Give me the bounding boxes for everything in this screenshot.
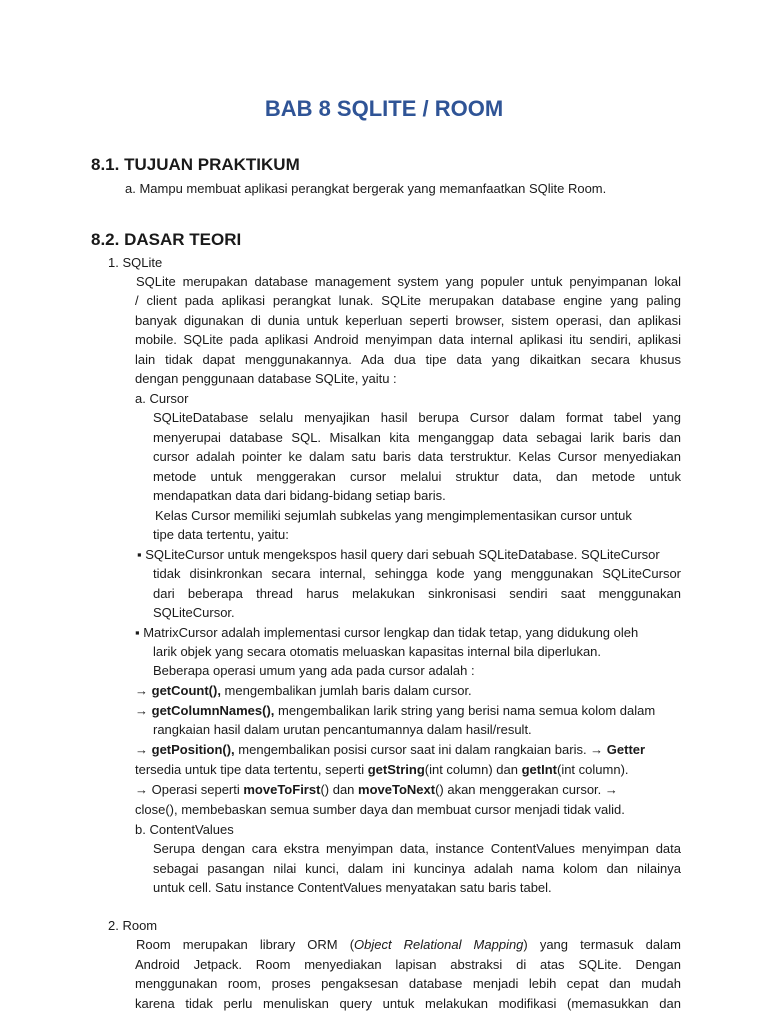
method-desc: (int column).: [556, 762, 629, 777]
arrow-icon: →: [135, 742, 148, 757]
method-name: getInt: [521, 762, 557, 777]
method-name: Getter: [606, 742, 646, 757]
cursor-paragraph-line: mendapatkan data dari bidang-bidang setiap baris.: [153, 488, 446, 503]
paragraph-line: / client pada aplikasi perangkat lunak. SQLite merupakan database engine yang paling: [135, 293, 681, 308]
cursor-paragraph-line: cursor adalah pointer ke dalam satu baris data terstruktur. Kelas Cursor menyediakan: [153, 449, 681, 464]
cursor-paragraph-line: SQLiteDatabase selalu menyajikan hasil berupa Cursor dalam format tabel yang: [153, 410, 681, 425]
bullet-sqlitecursor: ▪ SQLiteCursor untuk mengekspos hasil query dari sebuah SQLiteDatabase. SQLiteCursor: [137, 547, 660, 562]
cursor-paragraph-line: menyerupai database SQL. Misalkan kita menganggap data sebagai larik baris dan: [153, 430, 681, 445]
page-title: BAB 8 SQLITE / ROOM: [264, 96, 504, 121]
op-getcolumnnames-line: rangkaian hasil dalam urutan pencantumannya dalam hasil/result.: [153, 722, 532, 737]
arrow-icon: →: [135, 703, 148, 718]
method-desc: tersedia untuk tipe data tertentu, seperti: [135, 762, 368, 777]
item-label-cursor: a. Cursor: [135, 391, 189, 406]
subsection-label-sqlite: 1. SQLite: [108, 255, 163, 270]
method-desc: mengembalikan posisi cursor saat ini dalam rangkaian baris. →: [234, 742, 607, 757]
room-paragraph-line: karena tidak perlu menuliskan query untuk melakukan modifikasi (memasukkan dan: [135, 996, 681, 1011]
method-desc: () akan menggerakan cursor. →: [435, 782, 618, 797]
item-label-contentvalues: b. ContentValues: [135, 822, 234, 837]
method-name: moveToFirst: [243, 782, 321, 797]
bullet-matrixcursor-line: Beberapa operasi umum yang ada pada cursor adalah :: [153, 663, 475, 678]
contentvalues-line: untuk cell. Satu instance ContentValues menyatakan satu baris tabel.: [153, 880, 552, 895]
method-desc: → Operasi seperti: [135, 782, 244, 797]
op-getcolumnnames: [135, 701, 655, 720]
room-text: Room merupakan library ORM (: [136, 937, 355, 952]
bullet-sqlitecursor-line: tidak disinkronkan secara internal, sehingga kode yang menggunakan SQLiteCursor: [153, 566, 681, 581]
op-getposition: [135, 740, 645, 759]
method-name: moveToNext: [358, 782, 436, 797]
op-move: [135, 780, 618, 799]
bullet-sqlitecursor-line: dari beberapa thread harus melakukan sinkronisasi sendiri saat menggunakan: [153, 586, 681, 601]
room-text: ) yang termasuk dalam: [523, 937, 681, 952]
op-getter-line: [135, 760, 629, 779]
method-desc: (int column) dan: [424, 762, 522, 777]
subclass-line: tipe data tertentu, yaitu:: [153, 527, 289, 542]
method-desc: mengembalikan larik string yang berisi nama semua kolom dalam: [274, 703, 656, 718]
method-name: getColumnNames(),: [151, 703, 275, 718]
contentvalues-line: sebagai pasangan nilai kunci, dalam ini kuncinya adalah nama kolom dan nilainya: [153, 861, 681, 876]
section-heading-8-1: 8.1. TUJUAN PRAKTIKUM: [91, 155, 300, 174]
subsection-label-room: 2. Room: [108, 918, 158, 933]
bullet-matrixcursor-line: larik objek yang secara otomatis meluaskan kapasitas internal bila diperlukan.: [153, 644, 602, 659]
subclass-line: Kelas Cursor memiliki sejumlah subkelas yang mengimplementasikan cursor untuk: [155, 508, 632, 523]
room-paragraph-line: [136, 935, 681, 954]
paragraph-line: lain tidak dapat menggunakannya. Ada dua tipe data yang dikaitkan secara khusus: [135, 352, 681, 367]
cursor-paragraph-line: metode untuk menggerakan cursor melalui struktur data, dan metode untuk: [153, 469, 681, 484]
room-paragraph-line: Android Jetpack. Room menyediakan lapisan abstraksi di atas SQLite. Dengan: [135, 957, 681, 972]
method-name: getString: [367, 762, 425, 777]
bullet-sqlitecursor-line: SQLiteCursor.: [153, 605, 235, 620]
op-getcount: [135, 681, 472, 700]
paragraph-line: mobile. SQLite pada aplikasi Android menyimpan data internal aplikasi itu sendiri, aplikasi: [135, 332, 681, 347]
objective-item-a: a. Mampu membuat aplikasi perangkat bergerak yang memanfaatkan SQlite Room.: [125, 181, 607, 196]
bullet-matrixcursor: ▪ MatrixCursor adalah implementasi cursor lengkap dan tidak tetap, yang didukung oleh: [135, 625, 639, 640]
method-name: getCount(),: [151, 683, 221, 698]
method-desc: mengembalikan jumlah baris dalam cursor.: [220, 683, 472, 698]
method-name: getPosition(),: [151, 742, 235, 757]
contentvalues-line: Serupa dengan cara ekstra menyimpan data, instance ContentValues menyimpan data: [153, 841, 681, 856]
paragraph-line: banyak digunakan di dunia untuk keperluan seperti browser, sistem operasi, dan aplikasi: [135, 313, 681, 328]
room-paragraph-line: menggunakan room, proses pengaksesan database menjadi lebih cepat dan mudah: [135, 976, 681, 991]
paragraph-line: SQLite merupakan database management system yang populer untuk penyimpanan lokal: [136, 274, 681, 289]
room-italic-term: Object Relational Mapping: [354, 937, 524, 952]
op-close: close(), membebaskan semua sumber daya dan membuat cursor menjadi tidak valid.: [135, 802, 625, 817]
arrow-icon: →: [135, 683, 148, 698]
paragraph-line: dengan penggunaan database SQLite, yaitu :: [135, 371, 397, 386]
method-desc: () dan: [320, 782, 359, 797]
section-heading-8-2: 8.2. DASAR TEORI: [91, 230, 242, 249]
